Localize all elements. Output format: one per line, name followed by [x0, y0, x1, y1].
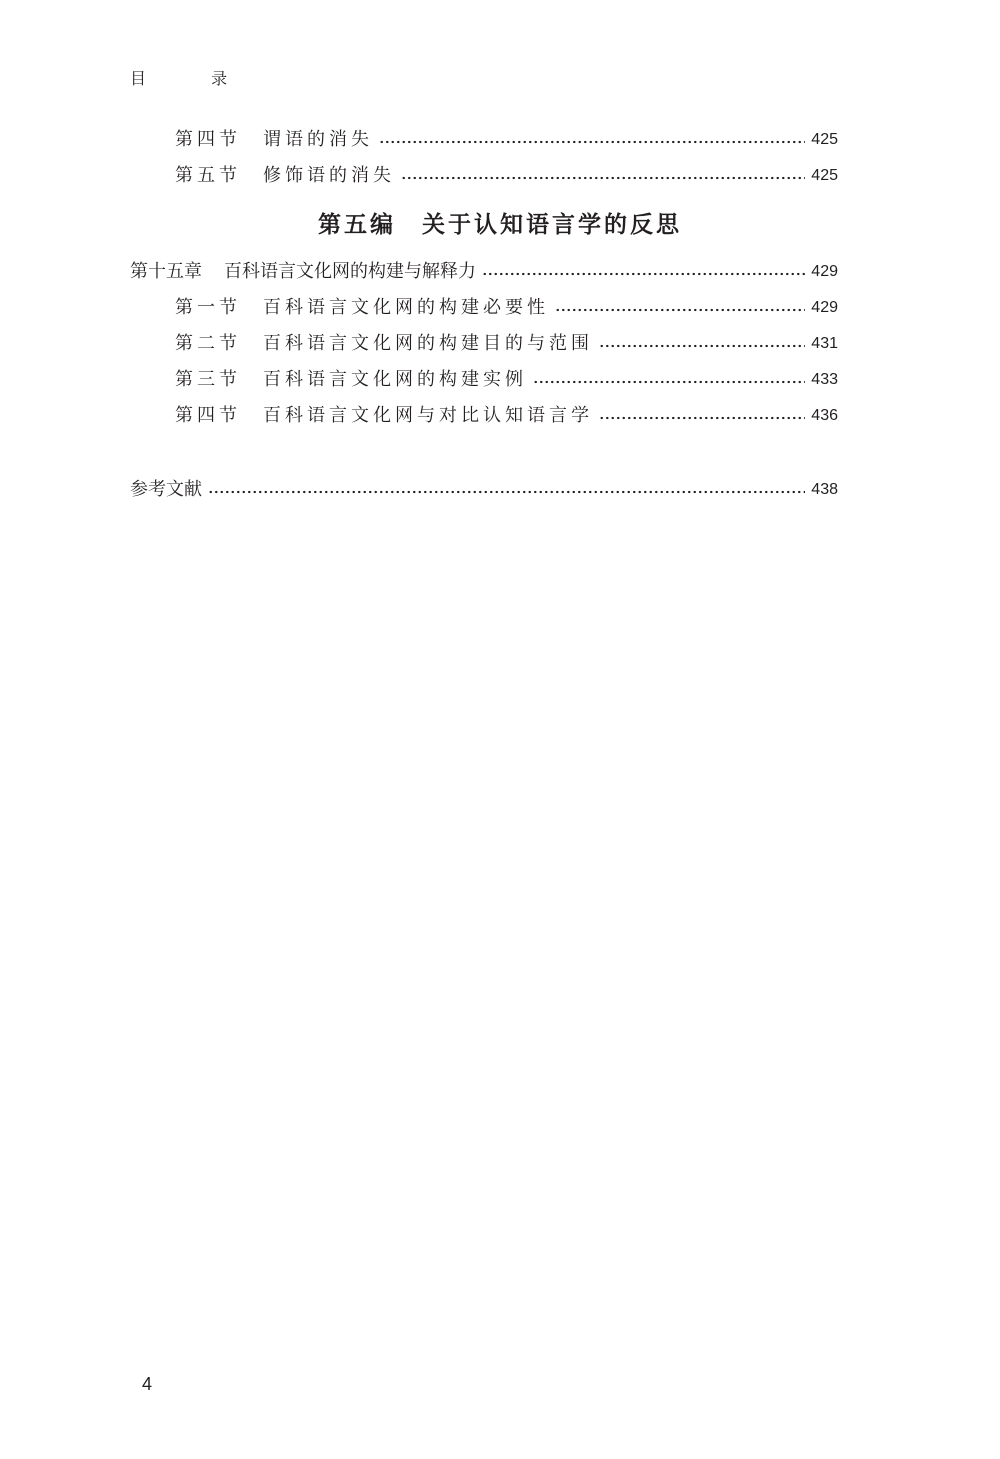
folio-page-number: 4 — [142, 1374, 153, 1394]
dot-leader — [555, 307, 805, 313]
toc-entry-section[interactable] — [175, 128, 838, 152]
toc-entry-section[interactable] — [175, 404, 838, 428]
section-title: 百科语言文化网的构建实例 — [263, 369, 527, 390]
toc-entry-section[interactable] — [175, 332, 838, 356]
section-number: 第一节 — [175, 297, 241, 318]
toc-entry-label — [175, 368, 527, 392]
dot-leader — [599, 343, 805, 349]
toc-entry-section[interactable] — [175, 368, 838, 392]
page-number: 429 — [811, 299, 838, 316]
section-number: 第三节 — [175, 369, 241, 390]
chapter-title: 百科语言文化网的构建与解释力 — [224, 261, 476, 282]
toc-entry-section[interactable] — [175, 296, 838, 320]
dot-leader — [379, 139, 805, 145]
page-number: 438 — [811, 481, 838, 498]
toc-entry-references[interactable] — [130, 478, 838, 502]
dot-leader — [533, 379, 805, 385]
section-number: 第四节 — [175, 405, 241, 426]
page-number: 425 — [811, 131, 838, 148]
toc-entry-label — [175, 404, 593, 428]
part-number: 第五编 — [318, 211, 396, 238]
part-title: 关于认知语言学的反思 — [422, 211, 682, 238]
running-head: 目 录 — [130, 69, 258, 88]
toc-entry-label — [130, 260, 476, 284]
toc-entry-label — [175, 128, 373, 152]
section-title: 百科语言文化网与对比认知语言学 — [263, 405, 593, 426]
dot-leader — [482, 271, 805, 277]
toc-entry-label — [175, 332, 593, 356]
section-title: 修饰语的消失 — [263, 165, 395, 186]
section-title: 谓语的消失 — [263, 129, 373, 150]
section-number: 第五节 — [175, 165, 241, 186]
section-number: 第二节 — [175, 333, 241, 354]
toc-entry-section[interactable] — [175, 164, 838, 188]
references-title: 参考文献 — [130, 479, 202, 500]
section-number: 第四节 — [175, 129, 241, 150]
page-number: 431 — [811, 335, 838, 352]
page-number: 425 — [811, 167, 838, 184]
toc-entry-label — [175, 296, 549, 320]
toc-entry-label — [130, 478, 202, 502]
dot-leader — [599, 415, 805, 421]
part-heading[interactable] — [0, 206, 1000, 239]
chapter-number: 第十五章 — [130, 261, 202, 282]
page-number: 429 — [811, 263, 838, 280]
page-number: 436 — [811, 407, 838, 424]
dot-leader — [401, 175, 805, 181]
toc-entry-chapter[interactable] — [130, 260, 838, 284]
dot-leader — [208, 489, 805, 495]
toc-entry-label — [175, 164, 395, 188]
section-title: 百科语言文化网的构建必要性 — [263, 297, 549, 318]
section-title: 百科语言文化网的构建目的与范围 — [263, 333, 593, 354]
page-number: 433 — [811, 371, 838, 388]
